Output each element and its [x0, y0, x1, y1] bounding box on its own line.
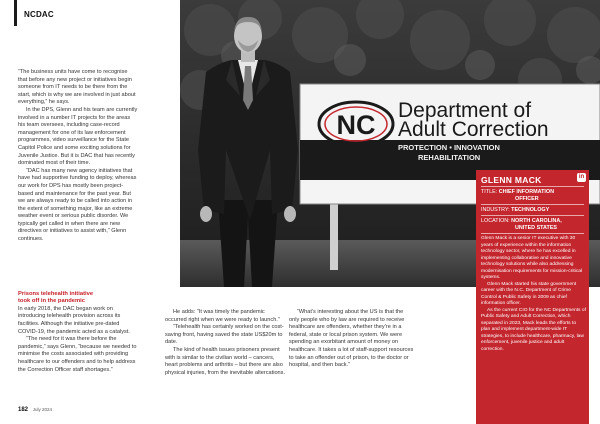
profile-industry [481, 207, 549, 214]
title-value-2: OFFICER [515, 195, 539, 202]
divider [481, 233, 584, 234]
divider [481, 215, 584, 216]
article-column-2 [165, 309, 285, 377]
subhead-line2: took off in the pandemic [18, 298, 85, 305]
divider [481, 186, 584, 187]
section-label: NCDAC [24, 10, 54, 19]
header-rule [14, 0, 17, 26]
linkedin-icon[interactable]: in [578, 174, 585, 180]
paragraph: “DAC has many new agency initiatives that have had supportive funding to deploy, whereas our work for DPS has mostly been project-based and maintenance for the past year. But we are always ready to be called into action in the extent of something major, like an extreme weather event or serious public disorder. We typically get called in when there are new directives or initiatives to assist with,” Glenn continues. [18, 167, 137, 243]
paragraph: “The business units have come to recognise that before any new project or initiatives begin someone from IT needs to be there from the start, which is why we are involved in just about everything,” he says. [18, 69, 136, 106]
paragraph: “What’s interesting about the US is that the only people who by law are required to receive healthcare are offenders, whether they’re in a federal, state or local prison system. We were spending an exorbitant amount of money on healthcare. It takes a lot of staff-support resources to take an offender out of prison, to the doctor or hospital, and then back.” [289, 309, 414, 369]
paragraph: The kind of health issues prisoners present with is similar to the civilian world – cancers, heart problems and arthritis – but there are also physical injuries, from the inevitable altercations. [165, 346, 286, 376]
location-value-2: UNITED STATES [515, 224, 558, 231]
industry-value: TECHNOLOGY [511, 207, 550, 213]
article-column-1 [18, 69, 138, 244]
sign-tagline2: REHABILITATION [418, 153, 481, 162]
industry-key: INDUSTRY: [481, 207, 510, 213]
sign-nc-text: NC [336, 110, 376, 140]
title-key: TITLE: [481, 189, 498, 195]
paragraph: In the DPS, Glenn and his team are currently involved in a number IT projects for the areas his team oversees, including case-record management for one of its law enforcement programmes, video surveillance for the State Capitol Police and some exciting solutions for Juvenile Justice. But it is DAC that has recently dominated most of their time. [18, 106, 138, 167]
profile-sidebar [476, 170, 589, 424]
sign-tagline1: PROTECTION • INNOVATION [398, 143, 500, 152]
subhead-line1: Prisons telehealth initiative [18, 291, 94, 297]
bio-paragraph: Glenn Mack is a senior IT executive with 30 years of experience within the information technology sector, where he has excelled in implementing collaborative and innovative technology solutions while also addressing modernisation requirements for mission-critical systems. [481, 236, 583, 280]
location-value-1: NORTH CAROLINA, [511, 218, 562, 224]
profile-title [481, 189, 554, 202]
sign-line1: Department of [398, 99, 532, 122]
paragraph: He adds: “It was timely the pandemic occurred right when we were ready to launch.” [165, 309, 280, 323]
article-column-3 [289, 309, 414, 370]
paragraph: “The need for it was there before the pandemic,” says Glenn, “because we needed to minimise the costs associated with providing healthcare to our offenders and to help address the Correction Officer staff shortages.” [18, 336, 137, 373]
paragraph: “Telehealth has certainly worked on the cost-saving front, having saved the state US$20m to date. [165, 324, 284, 346]
title-value-1: CHIEF INFORMATION [498, 189, 554, 195]
page-folio [18, 407, 52, 413]
divider [481, 204, 584, 205]
bio-paragraph: As the current CIO for the NC Departments of Public Safety and Adult Correction, which separated in 2023, Mack leads the efforts to plan and implement department-wide IT strategies, to include healthcare, pharmacy, law enforcement, juvenile justice and adult correction. [481, 307, 586, 352]
bio-paragraph: Glenn Mack started his state government career with the N.C. Department of Crime Control & Public Safety in 2009 as chief information officer. [481, 281, 577, 306]
location-key: LOCATION: [481, 218, 510, 224]
page-number: 182 [18, 407, 29, 413]
profile-name: GLENN MACK [481, 175, 542, 185]
profile-bio [481, 236, 586, 353]
profile-location [481, 218, 562, 231]
article-column-1-lower [18, 291, 138, 374]
paragraph: In early 2018, the DAC began work on introducing telehealth provision across its facilities. Although the initiative pre-dated COVID-19, the pandemic acted as a catalyst. [18, 305, 130, 335]
sign-line2: Adult Correction [398, 118, 549, 141]
issue-date: July 2024 [32, 407, 52, 412]
